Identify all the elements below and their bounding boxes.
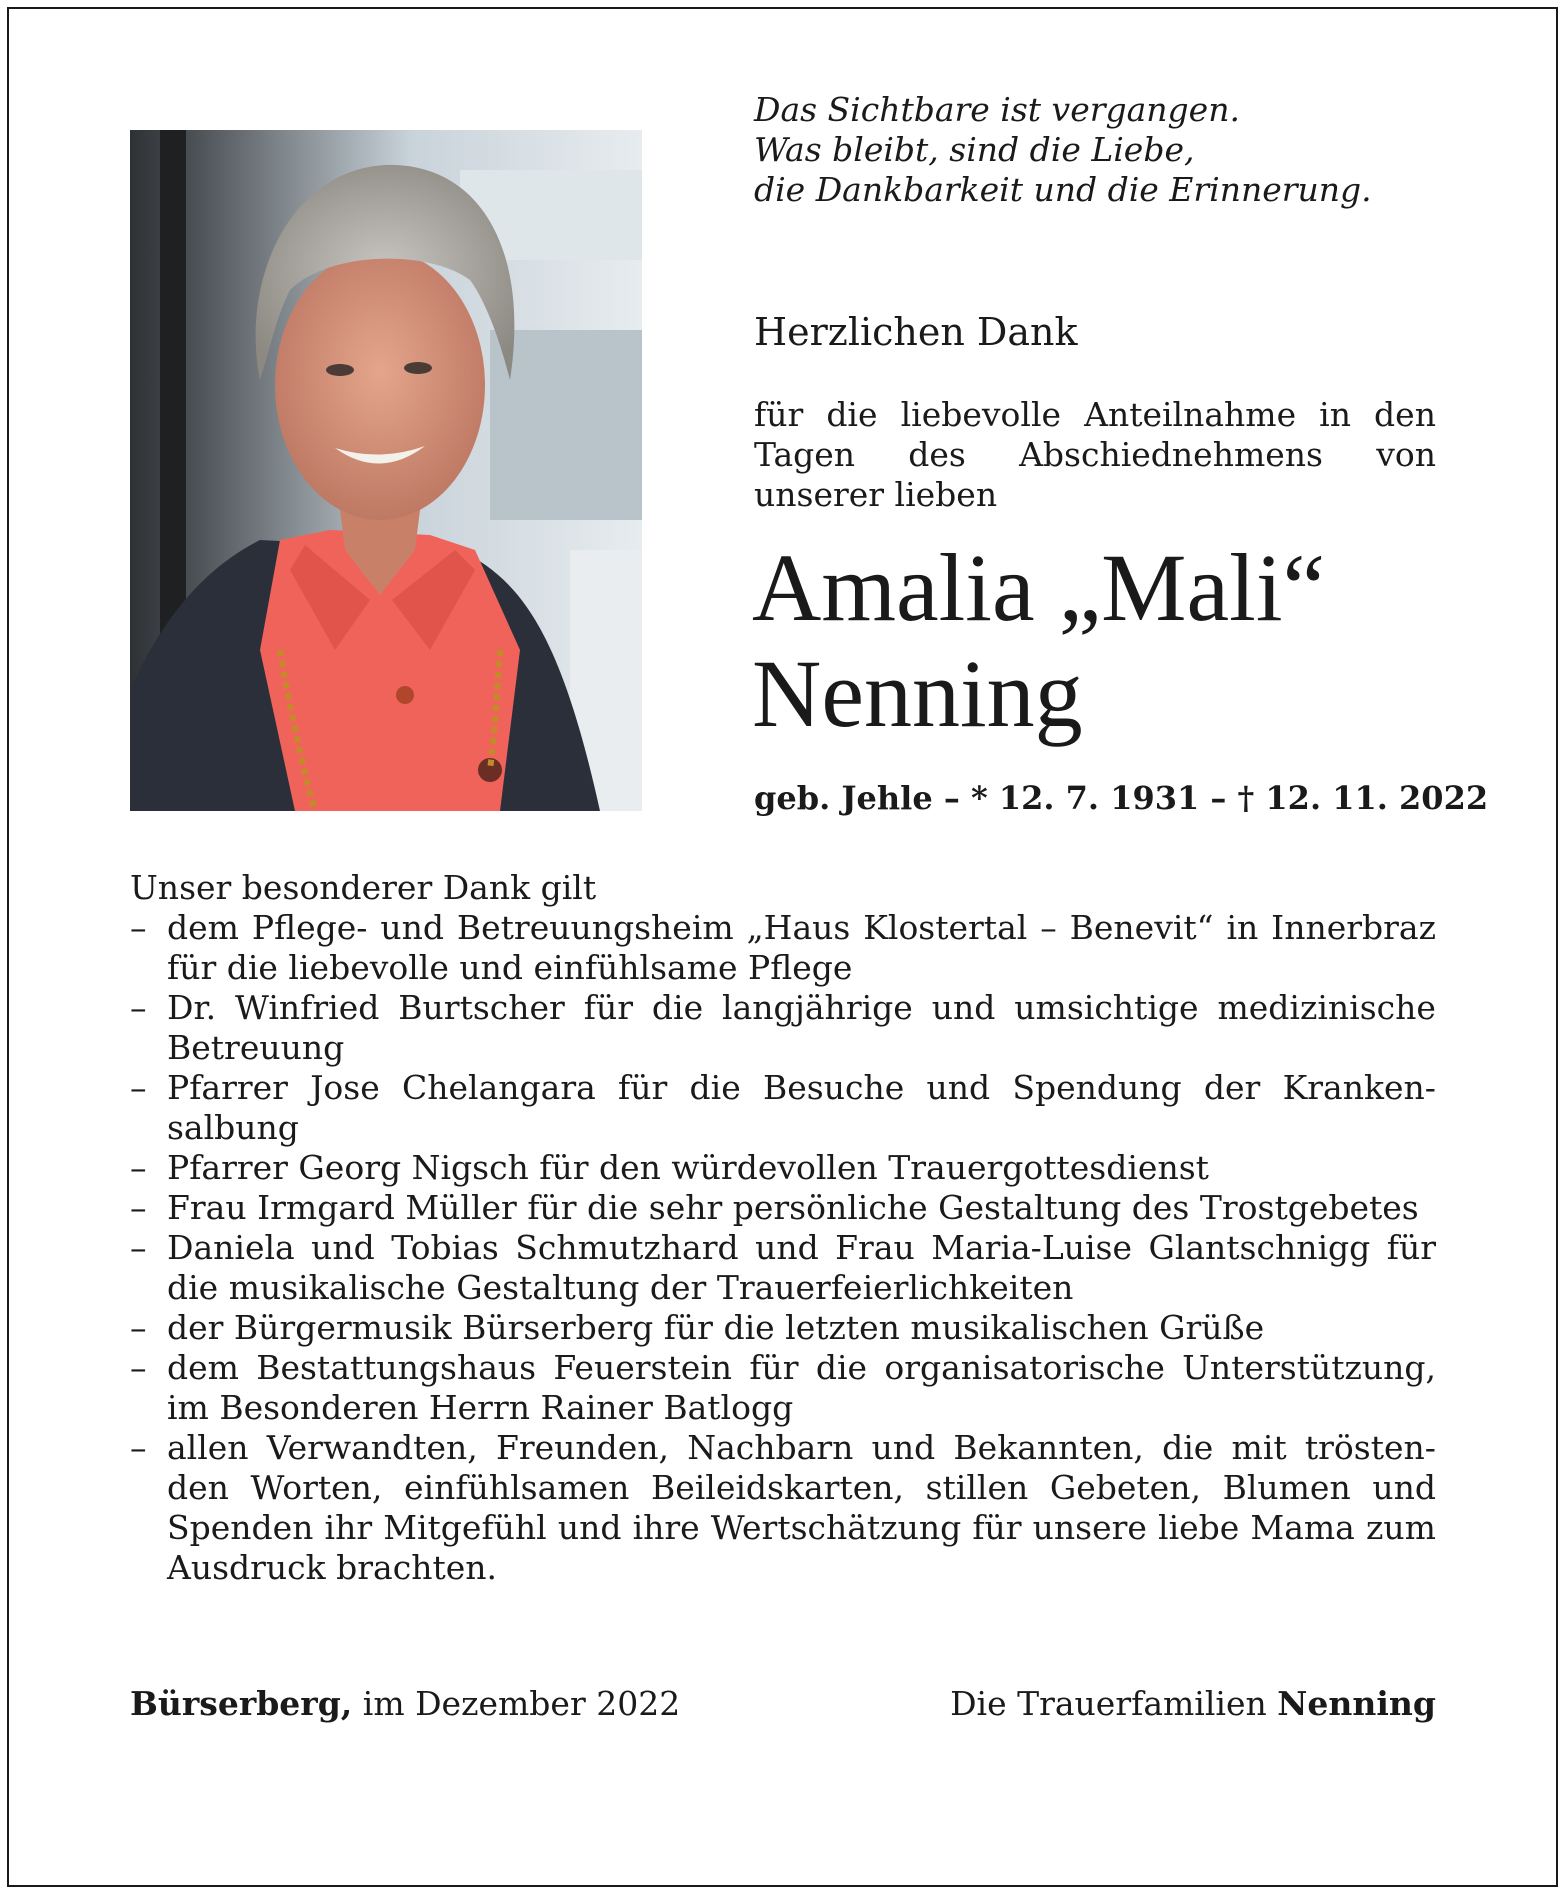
deceased-name [752,535,1325,747]
thanks-item-line: – dem Bestattungshaus Feuerstein für die organisatorische Unterstützung, [167,1348,1436,1387]
intro-paragraph [754,395,1436,515]
thanks-item [130,1148,1436,1188]
date: im Dezember 2022 [362,1684,681,1723]
portrait-photo [130,130,642,811]
portrait-image [130,130,642,811]
name-line-last: Nenning [752,640,1083,747]
thanks-item-line: – der Bürgermusik Bürserberg für die letzten musikalischen Grüße [167,1308,1265,1347]
special-thanks-section [130,868,1436,1588]
signature-family [950,1683,1436,1725]
special-thanks-lead: Unser besonderer Dank gilt [130,868,597,907]
motto-line: Was bleibt, sind die Liebe, [754,130,1195,169]
thanks-item-line: salbung [167,1108,299,1147]
thanks-item [130,1228,1436,1308]
thanks-item [130,1308,1436,1348]
thanks-item-line: den Worten, einfühlsamen Beileidskarten, stillen Gebeten, Blumen und [167,1468,1436,1507]
thanks-item-line: – dem Pflege- und Betreuungsheim „Haus Klostertal – Benevit“ in Innerbraz [167,908,1436,947]
motto-quote [754,90,1474,210]
thanks-item-line: – Pfarrer Jose Chelangara für die Besuche und Spendung der Kranken- [167,1068,1436,1107]
place: Bürserberg, [130,1684,353,1723]
thanks-list [130,908,1436,1588]
thanks-item-line: im Besonderen Herrn Rainer Batlogg [167,1388,794,1427]
thanks-item [130,1188,1436,1228]
thanks-heading: Herzlichen Dank [754,310,1078,354]
thanks-item-line: Spenden ihr Mitgefühl und ihre Wertschätzung für unsere liebe Mama zum [167,1508,1436,1547]
thanks-item-line: – Frau Irmgard Müller für die sehr persönliche Gestaltung des Trostgebetes [167,1188,1419,1227]
thanks-item [130,1428,1436,1588]
thanks-item-line: die musikalische Gestaltung der Trauerfeierlichkeiten [167,1268,1074,1307]
place-and-date [130,1683,680,1725]
thanks-item-line: – Dr. Winfried Burtscher für die langjährige und umsichtige medizinische [167,988,1436,1027]
family-name: Nenning [1277,1684,1436,1723]
thanks-item [130,988,1436,1068]
thanks-item [130,908,1436,988]
motto-line: die Dankbarkeit und die Erinnerung. [754,170,1372,209]
thanks-item-line: – Pfarrer Georg Nigsch für den würdevollen Trauergottesdienst [167,1148,1209,1187]
thanks-item [130,1348,1436,1428]
birth-death-dates: geb. Jehle – * 12. 7. 1931 – † 12. 11. 2022 [754,779,1489,817]
thanks-item-line: Ausdruck brachten. [167,1548,497,1587]
intro-line: unserer lieben [754,475,998,514]
intro-line: für die liebevolle Anteilnahme in den [754,395,1436,434]
thanks-item-line: – allen Verwandten, Freunden, Nachbarn und Bekannten, die mit trösten- [167,1428,1436,1467]
family-prefix: Die Trauerfamilien [950,1684,1267,1723]
thanks-item-line: – Daniela und Tobias Schmutzhard und Frau Maria-Luise Glantschnigg für [167,1228,1436,1267]
name-line-first: Amalia „Mali“ [752,534,1326,641]
thanks-item-line: für die liebevolle und einfühlsame Pflege [167,948,853,987]
thanks-item-line: Betreuung [167,1028,345,1067]
thanks-item [130,1068,1436,1148]
motto-line: Das Sichtbare ist vergangen. [754,90,1240,129]
intro-line: Tagen des Abschiednehmens von [754,435,1436,474]
